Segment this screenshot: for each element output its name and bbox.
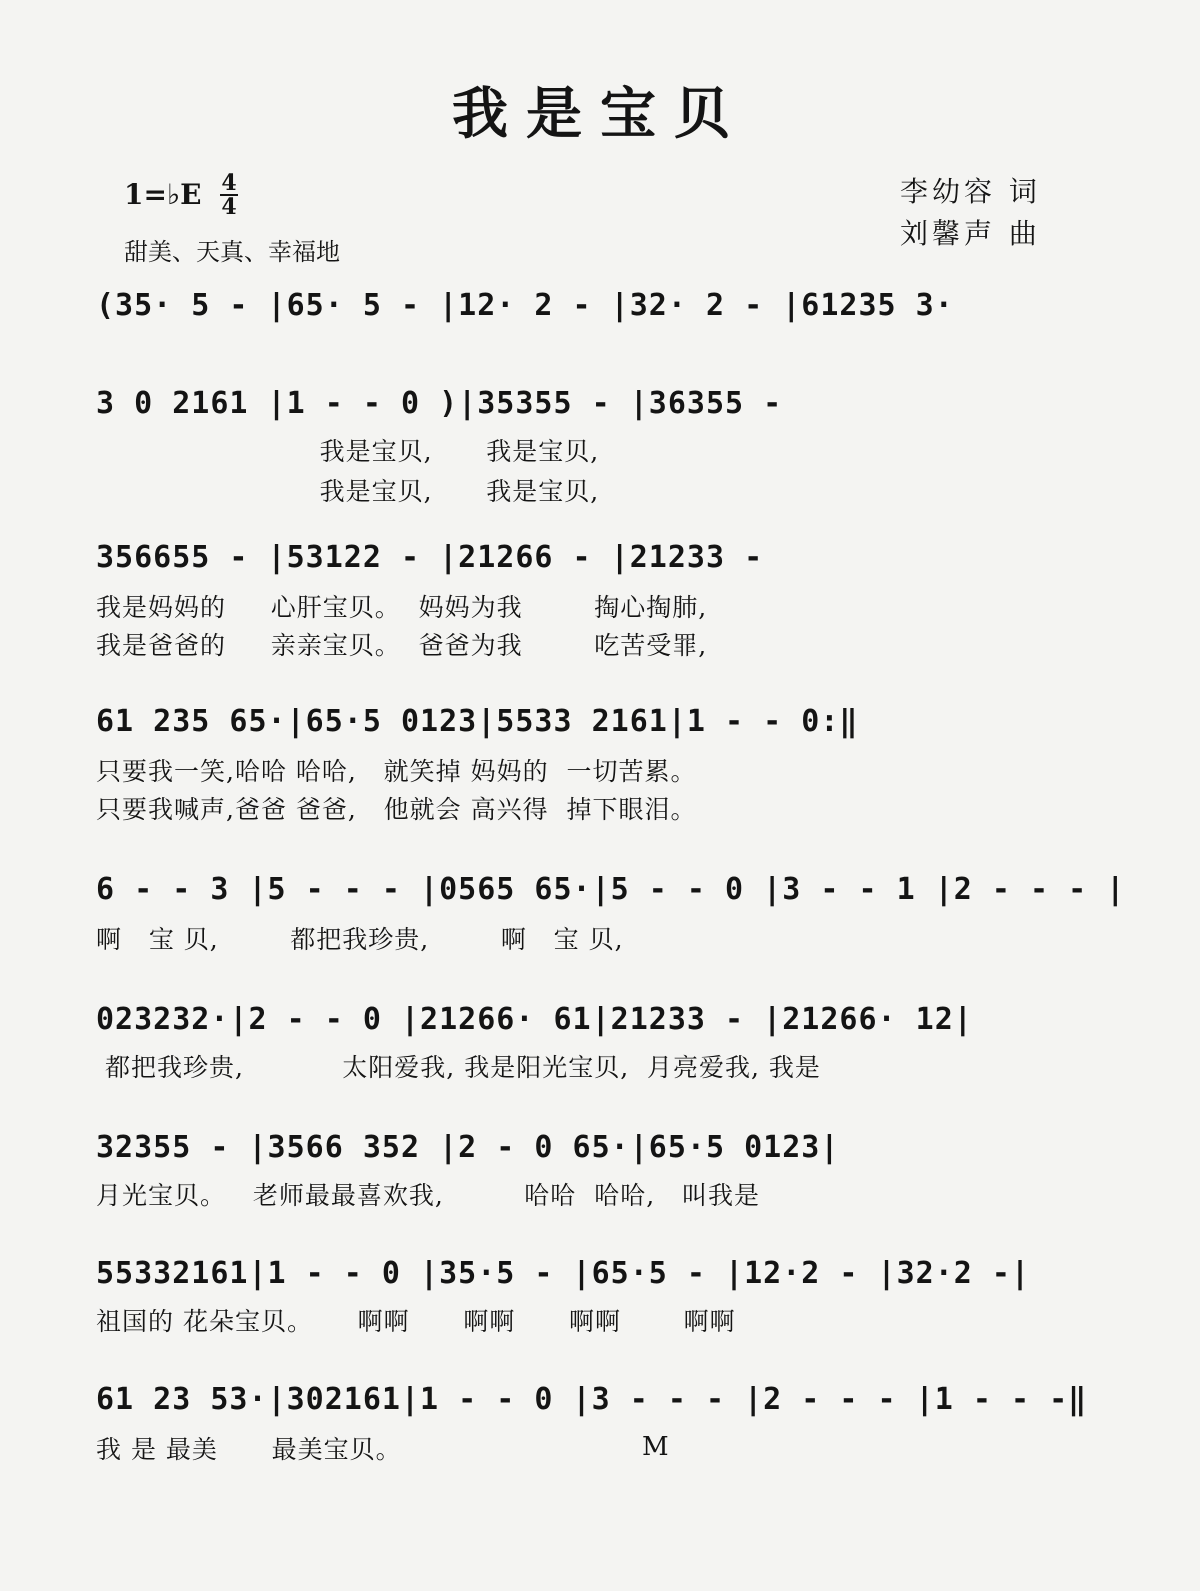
song-title: 我是宝贝: [452, 82, 748, 147]
lyric-line-2-verse-1: 我是宝贝, 我是宝贝,: [96, 437, 600, 466]
music-line-8: 55332161|1 - - 0 |35·5 - |65·5 - |12·2 - |32·2 -|: [96, 1256, 1031, 1291]
music-line-2: 3 0 2161 |1 - - 0 )|35355 - |36355 -: [96, 386, 783, 421]
ending-mark: M: [642, 1432, 669, 1462]
music-line-3: 356655 - |53122 - |21266 - |21233 -: [96, 540, 764, 575]
lyricist-credit: 李幼容 词: [900, 175, 1041, 208]
lyric-line-4-verse-1: 只要我一笑,哈哈 哈哈, 就笑掉 妈妈的 一切苦累。: [96, 757, 697, 786]
music-line-7: 32355 - |3566 352 |2 - 0 65·|65·5 0123|: [96, 1130, 840, 1165]
music-line-5: 6 - - 3 |5 - - - |0565 65·|5 - - 0 |3 - - 1 |2 - - - |: [96, 872, 1126, 907]
tempo-mood: 甜美、天真、幸福地: [124, 238, 340, 266]
lyric-line-5: 啊 宝 贝, 都把我珍贵, 啊 宝 贝,: [96, 925, 624, 954]
lyric-line-8: 祖国的 花朵宝贝。 啊啊 啊啊 啊啊 啊啊: [96, 1307, 736, 1336]
time-signature: [218, 172, 240, 218]
lyric-line-2-verse-2: 我是宝贝, 我是宝贝,: [96, 477, 600, 506]
lyric-line-3-verse-2: 我是爸爸的 亲亲宝贝。 爸爸为我 吃苦受罪,: [96, 631, 708, 660]
key-signature: 1=♭E: [124, 178, 202, 211]
music-line-6: 023232·|2 - - 0 |21266· 61|21233 - |21266· 12|: [96, 1002, 973, 1037]
music-line-4: 61 235 65·|65·5 0123|5533 2161|1 - - 0:‖: [96, 704, 859, 739]
music-line-9: 61 23 53·|302161|1 - - 0 |3 - - - |2 - - - |1 - - -‖: [96, 1382, 1088, 1417]
music-line-1: (35· 5 - |65· 5 - |12· 2 - |32· 2 - |61235 3·: [96, 288, 954, 323]
time-signature-bottom: 4: [221, 194, 237, 220]
time-signature-top: 4: [221, 170, 237, 196]
lyric-line-6: 都把我珍贵, 太阳爱我, 我是阳光宝贝, 月亮爱我, 我是: [96, 1053, 821, 1082]
lyric-line-9: 我 是 最美 最美宝贝。: [96, 1435, 402, 1464]
lyric-line-4-verse-2: 只要我喊声,爸爸 爸爸, 他就会 高兴得 掉下眼泪。: [96, 795, 697, 824]
lyric-line-7: 月光宝贝。 老师最最喜欢我, 哈哈 哈哈, 叫我是: [96, 1181, 760, 1210]
lyric-line-3-verse-1: 我是妈妈的 心肝宝贝。 妈妈为我 掏心掏肺,: [96, 593, 708, 622]
composer-credit: 刘馨声 曲: [900, 217, 1041, 250]
